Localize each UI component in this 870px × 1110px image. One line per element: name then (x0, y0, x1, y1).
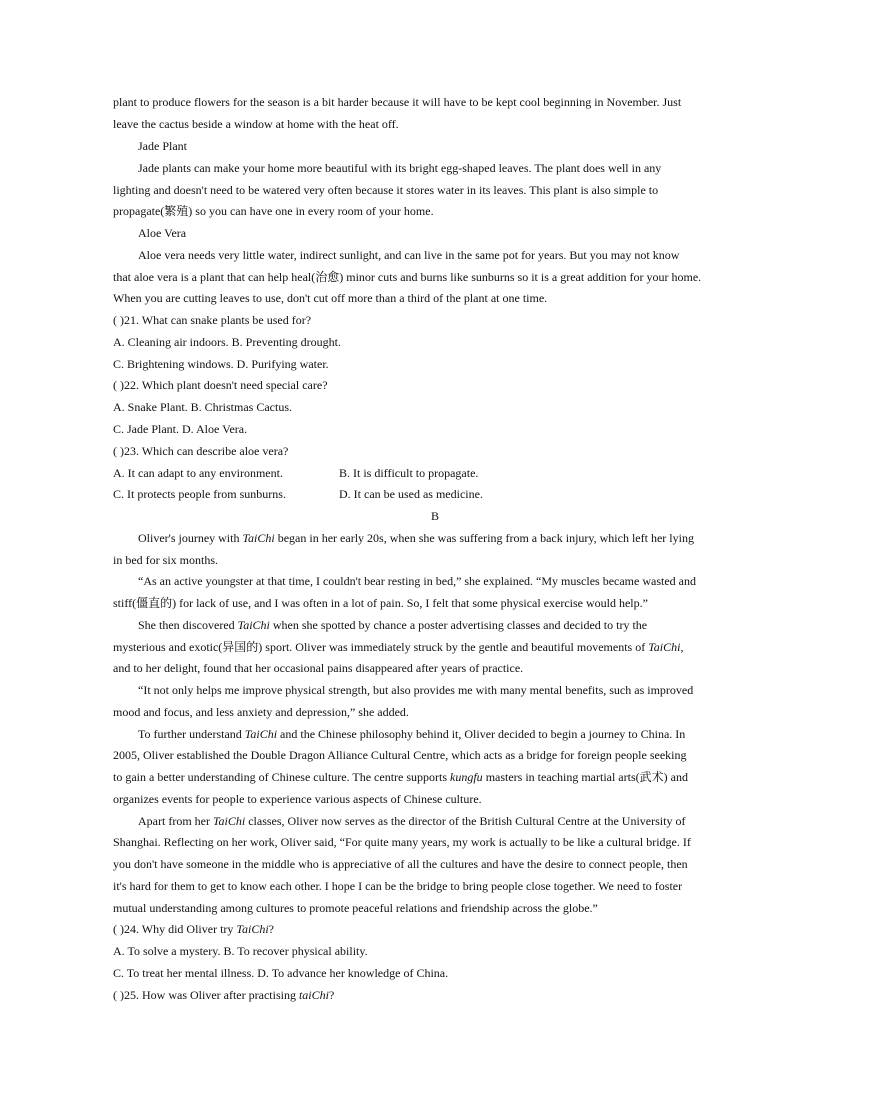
body-line: and to her delight, found that her occasional pains disappeared after years of practice. (113, 661, 524, 675)
question-21-options: C. Brightening windows. D. Purifying water. (113, 357, 329, 371)
body-line: mutual understanding among cultures to promote peaceful relations and friendship across the globe.” (113, 901, 598, 915)
body-line: to gain a better understanding of Chinese culture. The centre supports kungfu masters in teaching martial arts(武术) and (113, 770, 688, 784)
body-line: organizes events for people to experience various aspects of Chinese culture. (113, 792, 482, 806)
body-line: Apart from her TaiChi classes, Oliver now serves as the director of the British Cultural Centre at the University of (138, 814, 686, 828)
question-23-stem: ( )23. Which can describe aloe vera? (113, 444, 289, 458)
section-heading-b: B (430, 509, 439, 523)
question-21-stem: ( )21. What can snake plants be used for? (113, 313, 312, 327)
body-line: stiff(僵直的) for lack of use, and I was often in a lot of pain. So, I felt that some physical exercise would help.” (113, 596, 648, 610)
question-24-options: C. To treat her mental illness. D. To advance her knowledge of China. (113, 966, 449, 980)
body-line: She then discovered TaiChi when she spotted by chance a poster advertising classes and decided to try the (138, 618, 648, 632)
question-23-option-c: C. It protects people from sunburns. (113, 487, 286, 501)
question-23-option-b: B. It is difficult to propagate. (339, 466, 479, 480)
body-line: plant to produce flowers for the season is a bit harder because it will have to be kept cool beginning in November. Just (113, 95, 682, 109)
body-line: Shanghai. Reflecting on her work, Oliver said, “For quite many years, my work is actually to be like a cultural bridge. If (113, 835, 691, 849)
section-title-jade-plant: Jade Plant (138, 139, 187, 153)
question-22-stem: ( )22. Which plant doesn't need special care? (113, 378, 328, 392)
question-25-stem: ( )25. How was Oliver after practising taiChi? (113, 988, 335, 1002)
body-line: Aloe vera needs very little water, indirect sunlight, and can live in the same pot for years. But you may not know (138, 248, 680, 262)
body-line: propagate(繁殖) so you can have one in every room of your home. (113, 204, 434, 218)
section-title-aloe-vera: Aloe Vera (138, 226, 187, 240)
body-line: “As an active youngster at that time, I couldn't bear resting in bed,” she explained. “My muscles became wasted and (138, 574, 696, 588)
question-24-options: A. To solve a mystery. B. To recover physical ability. (113, 944, 368, 958)
body-line: lighting and doesn't need to be watered very often because it stores water in its leaves. This plant is also simple to (113, 183, 659, 197)
question-22-options: C. Jade Plant. D. Aloe Vera. (113, 422, 248, 436)
question-22-options: A. Snake Plant. B. Christmas Cactus. (113, 400, 292, 414)
question-23-option-a: A. It can adapt to any environment. (113, 466, 283, 480)
body-line: it's hard for them to get to know each other. I hope I can be the bridge to bring people close together. We need to foster (113, 879, 683, 893)
question-24-stem: ( )24. Why did Oliver try TaiChi? (113, 922, 274, 936)
body-line: leave the cactus beside a window at home with the heat off. (113, 117, 399, 131)
question-23-option-d: D. It can be used as medicine. (339, 487, 483, 501)
body-line: Jade plants can make your home more beautiful with its bright egg-shaped leaves. The plant does well in any (138, 161, 662, 175)
body-line: To further understand TaiChi and the Chinese philosophy behind it, Oliver decided to begin a journey to China. In (138, 727, 686, 741)
body-line: Oliver's journey with TaiChi began in her early 20s, when she was suffering from a back injury, which left her lying (138, 531, 694, 545)
question-21-options: A. Cleaning air indoors. B. Preventing drought. (113, 335, 341, 349)
body-line: that aloe vera is a plant that can help heal(治愈) minor cuts and burns like sunburns so it is a great addition for your home. (113, 270, 702, 284)
body-line: mysterious and exotic(异国的) sport. Oliver was immediately struck by the gentle and beautiful movements of TaiChi, (113, 640, 684, 654)
body-line: you don't have someone in the middle who is appreciative of all the cultures and have the desire to connect people, then (113, 857, 688, 871)
body-line: When you are cutting leaves to use, don't cut off more than a third of the plant at one time. (113, 291, 548, 305)
body-line: in bed for six months. (113, 553, 218, 567)
body-line: mood and focus, and less anxiety and depression,” she added. (113, 705, 409, 719)
body-line: 2005, Oliver established the Double Dragon Alliance Cultural Centre, which acts as a bridge for foreign people seeking (113, 748, 687, 762)
body-line: “It not only helps me improve physical strength, but also provides me with many mental benefits, such as improved (138, 683, 694, 697)
